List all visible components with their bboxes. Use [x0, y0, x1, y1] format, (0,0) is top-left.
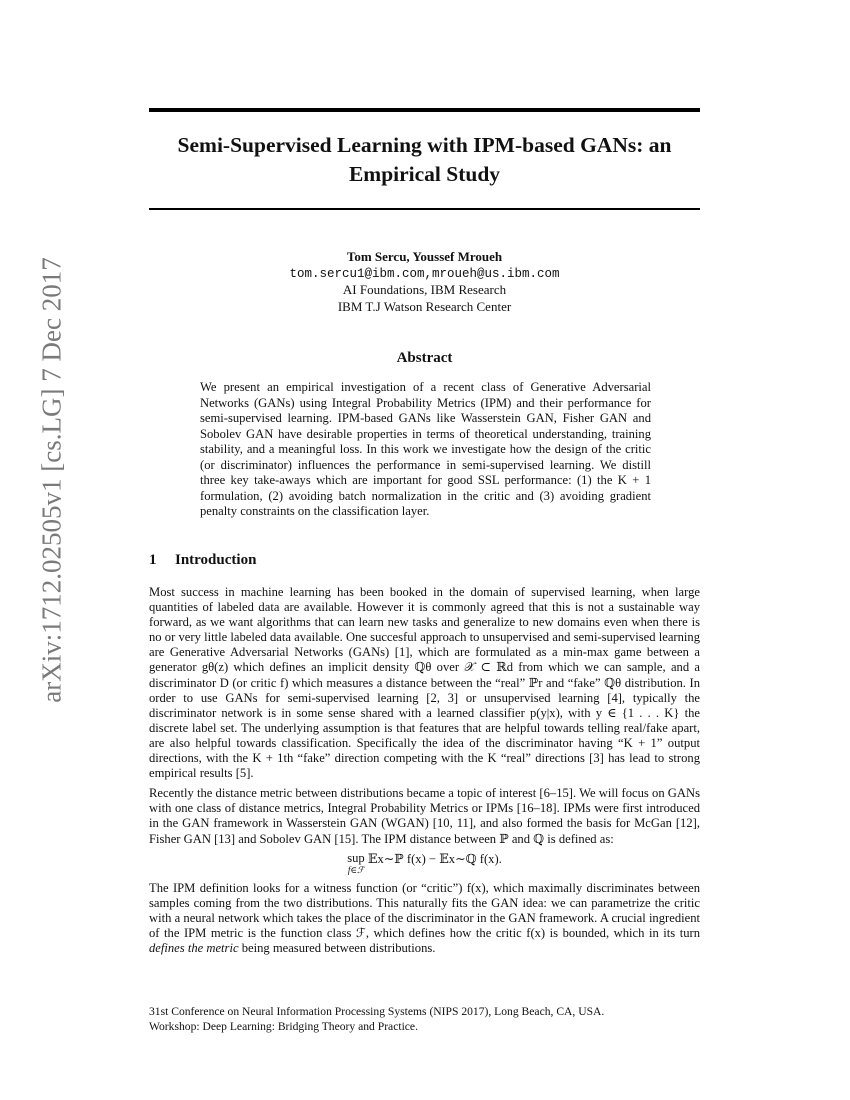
affiliation-2: IBM T.J Watson Research Center — [337, 298, 512, 314]
section-number: 1 — [149, 552, 157, 568]
section-heading-introduction — [149, 552, 256, 569]
ipm-equation — [149, 852, 700, 876]
equation-sup-operator — [347, 852, 365, 876]
author-names: Tom Sercu, Youssef Mroueh — [346, 249, 503, 264]
equation-rhs: 𝔼x∼ℙ f(x) − 𝔼x∼ℚ f(x). — [367, 851, 502, 866]
p3-text-a: The IPM definition looks for a witness function (or “critic”) f(x), which maximally discriminates between samples coming from the two distributions. This naturally fits the GAN idea: we can parametrize the critic with a neural network which takes the place of the discriminator in the GAN framework. A crucial ingredient of the IPM metric is the function class ℱ, which defines how the critic f(x) is bounded, which in its turn — [149, 880, 700, 940]
intro-paragraph-1: Most success in machine learning has been booked in the domain of supervised learning, when large quantities of labeled data are available. However it is commonly agreed that this is not a sustainable way forward, as we want algorithms that can learn new tasks and generalize to new domains even when there is no or very little labeled data available. One succesful approach to unsupervised and semi-supervised learning are Generative Adversarial Networks (GANs) [1], which are formulated as a min-max game between a generator gθ(z) which defines an implicit density ℚθ over 𝒳 ⊂ ℝd from which we can sample, and a discriminator D (or critic f) which measures a distance between the “real” ℙr and “fake” ℚθ distribution. In order to use GANs for semi-supervised learning [2, 3] or unsupervised learning [4], typically the discriminator network is in some sense shared with a learned classifier p(y|x), with y ∈ {1 . . . K} the discrete label set. The underlying assumption is that features that are helpful towards telling real/fake apart, are also helpful towards classification. Specifically the idea of the discriminator having “K + 1” output directions, with the K + 1th “fake” direction competing with the K “real” directions [3] has lead to strong empirical results [5]. — [149, 585, 700, 781]
title-bottom-rule — [149, 208, 700, 210]
title-top-rule — [149, 108, 700, 112]
footnote-line-1: 31st Conference on Neural Information Processing Systems (NIPS 2017), Long Beach, CA, USA. — [149, 1005, 605, 1018]
author-block — [149, 249, 700, 315]
arxiv-identifier-stamp: arXiv:1712.02505v1 [cs.LG] 7 Dec 2017 — [36, 257, 67, 703]
p3-text-b: being measured between distributions. — [241, 940, 436, 955]
section-title: Introduction — [175, 552, 257, 568]
conference-footnote — [149, 1004, 749, 1034]
equation-op: sup — [347, 850, 365, 865]
abstract-body: We present an empirical investigation of a recent class of Generative Adversarial Networks (GANs) using Integral Probability Metrics (IPM) and their performance for semi-supervised learning. IPM-based GANs like Wasserstein GAN, Fisher GAN and Sobolev GAN have desirable properties in terms of theoretical understanding, training stability, and a meaningful loss. In this work we investigate how the design of the critic (or discriminator) influences the performance in semi-supervised learning. We distill three key take-aways which are important for good SSL performance: (1) the K + 1 formulation, (2) avoiding batch normalization in the critic and (3) avoiding gradient penalty constraints on the classification layer. — [200, 380, 651, 518]
p3-emphasis: defines the metric — [149, 940, 239, 955]
footnote-line-2: Workshop: Deep Learning: Bridging Theory and Practice. — [149, 1020, 418, 1033]
affiliation-1: AI Foundations, IBM Research — [342, 282, 507, 297]
title-line-2: Empirical Study — [348, 162, 501, 186]
introduction-body — [149, 585, 700, 961]
author-emails: tom.sercu1@ibm.com,mroueh@us.ibm.com — [289, 266, 560, 281]
equation-subscript: f∈ℱ — [347, 864, 365, 875]
paper-title — [149, 131, 700, 189]
abstract-heading: Abstract — [396, 350, 453, 366]
intro-paragraph-2: Recently the distance metric between distributions became a topic of interest [6–15]. We will focus on GANs with one class of distance metrics, Integral Probability Metrics or IPMs [16–18]. IPMs were first introduced in the GAN framework in Wasserstein GAN (WGAN) [10, 11], and also formed the basis for McGan [12], Fisher GAN [13] and Sobolev GAN [15]. The IPM distance between ℙ and ℚ is defined as: — [149, 786, 700, 846]
intro-paragraph-3 — [149, 881, 700, 956]
title-line-1: Semi-Supervised Learning with IPM-based GANs: an — [177, 133, 672, 157]
